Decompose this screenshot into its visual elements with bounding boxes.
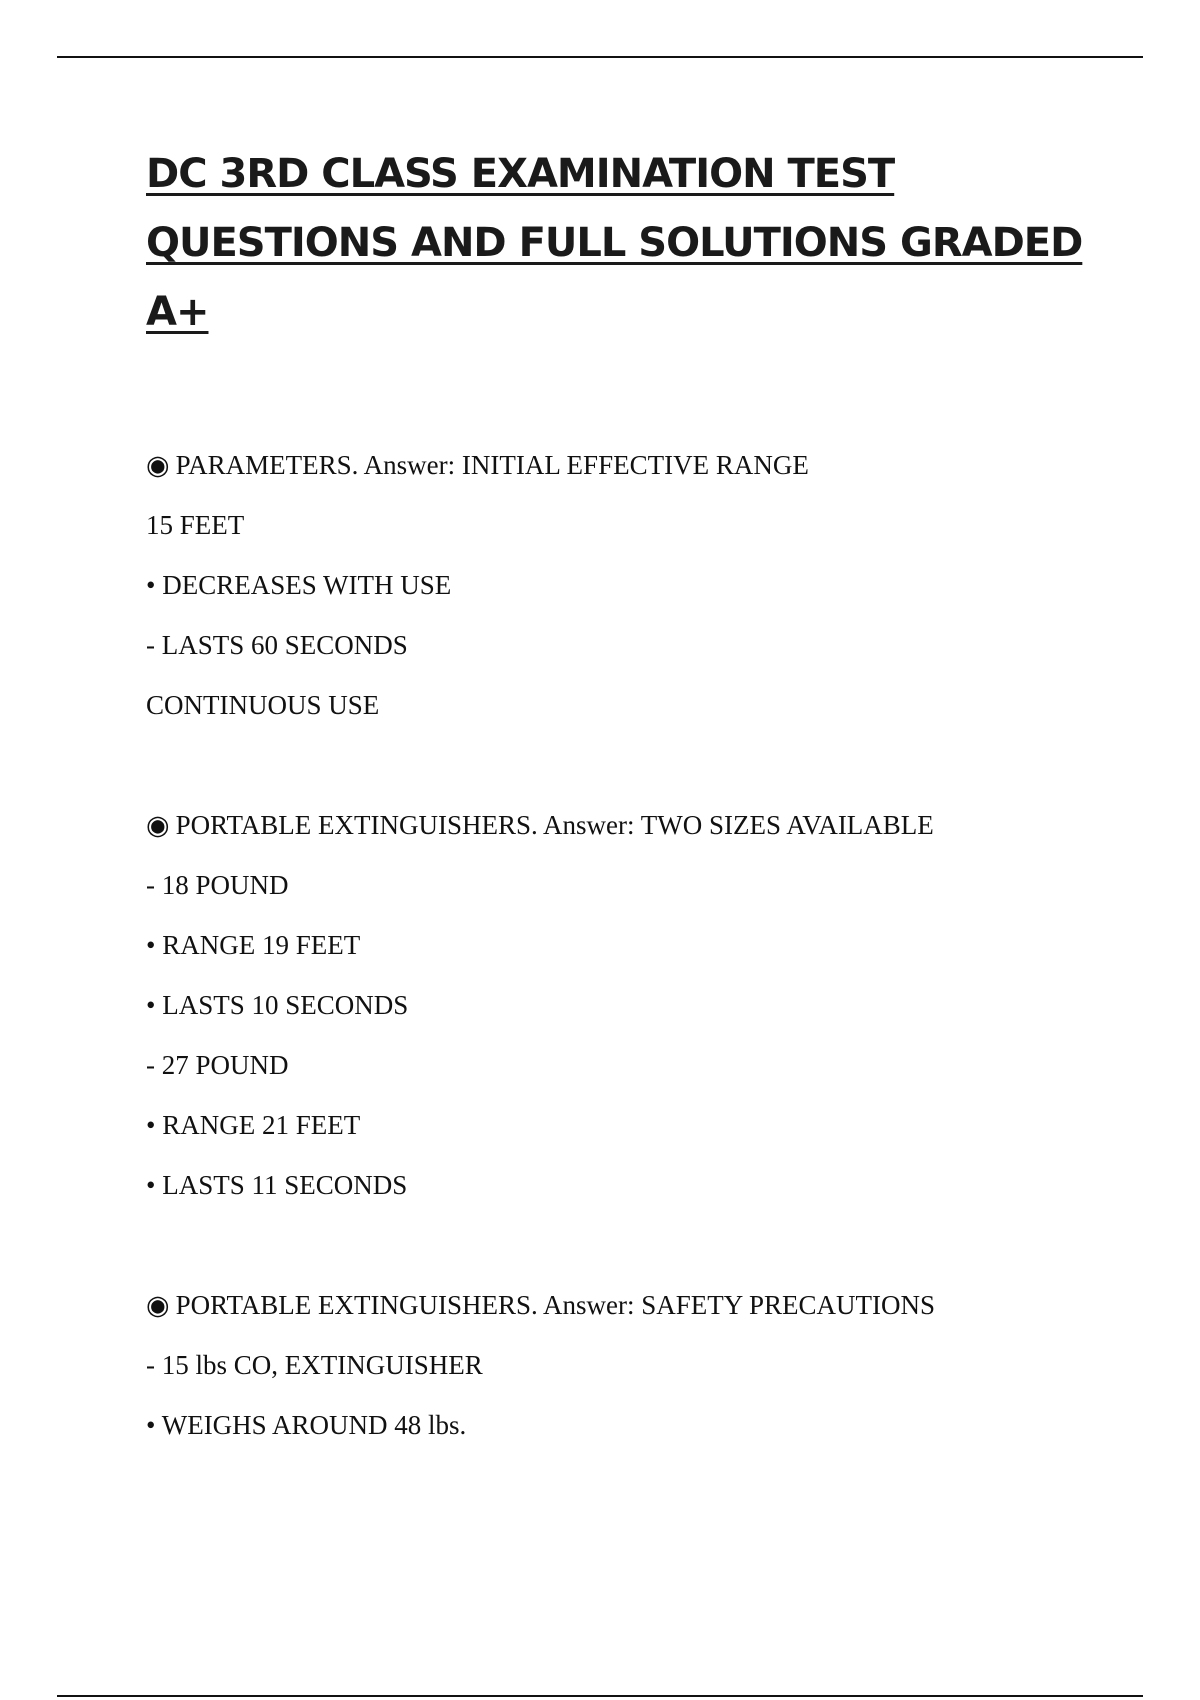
answer-line: • RANGE 21 FEET	[146, 1110, 361, 1140]
answer-line: - 15 lbs CO, EXTINGUISHER	[146, 1350, 483, 1380]
answer-line: - 27 POUND	[146, 1050, 289, 1080]
radio-bullet-icon: ◉	[146, 450, 170, 480]
radio-bullet-icon: ◉	[146, 1290, 170, 1320]
answer-line: - 18 POUND	[146, 870, 289, 900]
qa-item	[146, 435, 1086, 735]
top-divider	[57, 56, 1143, 58]
answer-line: • LASTS 10 SECONDS	[146, 990, 409, 1020]
answer-line: • RANGE 19 FEET	[146, 930, 361, 960]
answer-line: • WEIGHS AROUND 48 lbs.	[146, 1410, 467, 1440]
bottom-divider	[57, 1695, 1143, 1697]
answer-line: • LASTS 11 SECONDS	[146, 1170, 408, 1200]
question-line	[146, 795, 1086, 855]
page-content	[146, 140, 1086, 1515]
qa-item	[146, 1275, 1086, 1455]
answer-line: 15 FEET	[146, 510, 245, 540]
answer-line: CONTINUOUS USE	[146, 690, 380, 720]
question-text: PORTABLE EXTINGUISHERS. Answer: SAFETY PRECAUTIONS	[175, 1290, 936, 1320]
question-line	[146, 435, 1086, 495]
qa-list	[146, 435, 1086, 1455]
document-title: DC 3RD CLASS EXAMINATION TEST QUESTIONS AND FULL SOLUTIONS GRADED A+	[146, 151, 1083, 335]
question-line	[146, 1275, 1086, 1335]
qa-item	[146, 795, 1086, 1215]
question-text: PARAMETERS. Answer: INITIAL EFFECTIVE RANGE	[175, 450, 809, 480]
radio-bullet-icon: ◉	[146, 810, 170, 840]
answer-line: - LASTS 60 SECONDS	[146, 630, 408, 660]
answer-line: • DECREASES WITH USE	[146, 570, 452, 600]
question-text: PORTABLE EXTINGUISHERS. Answer: TWO SIZES AVAILABLE	[175, 810, 934, 840]
